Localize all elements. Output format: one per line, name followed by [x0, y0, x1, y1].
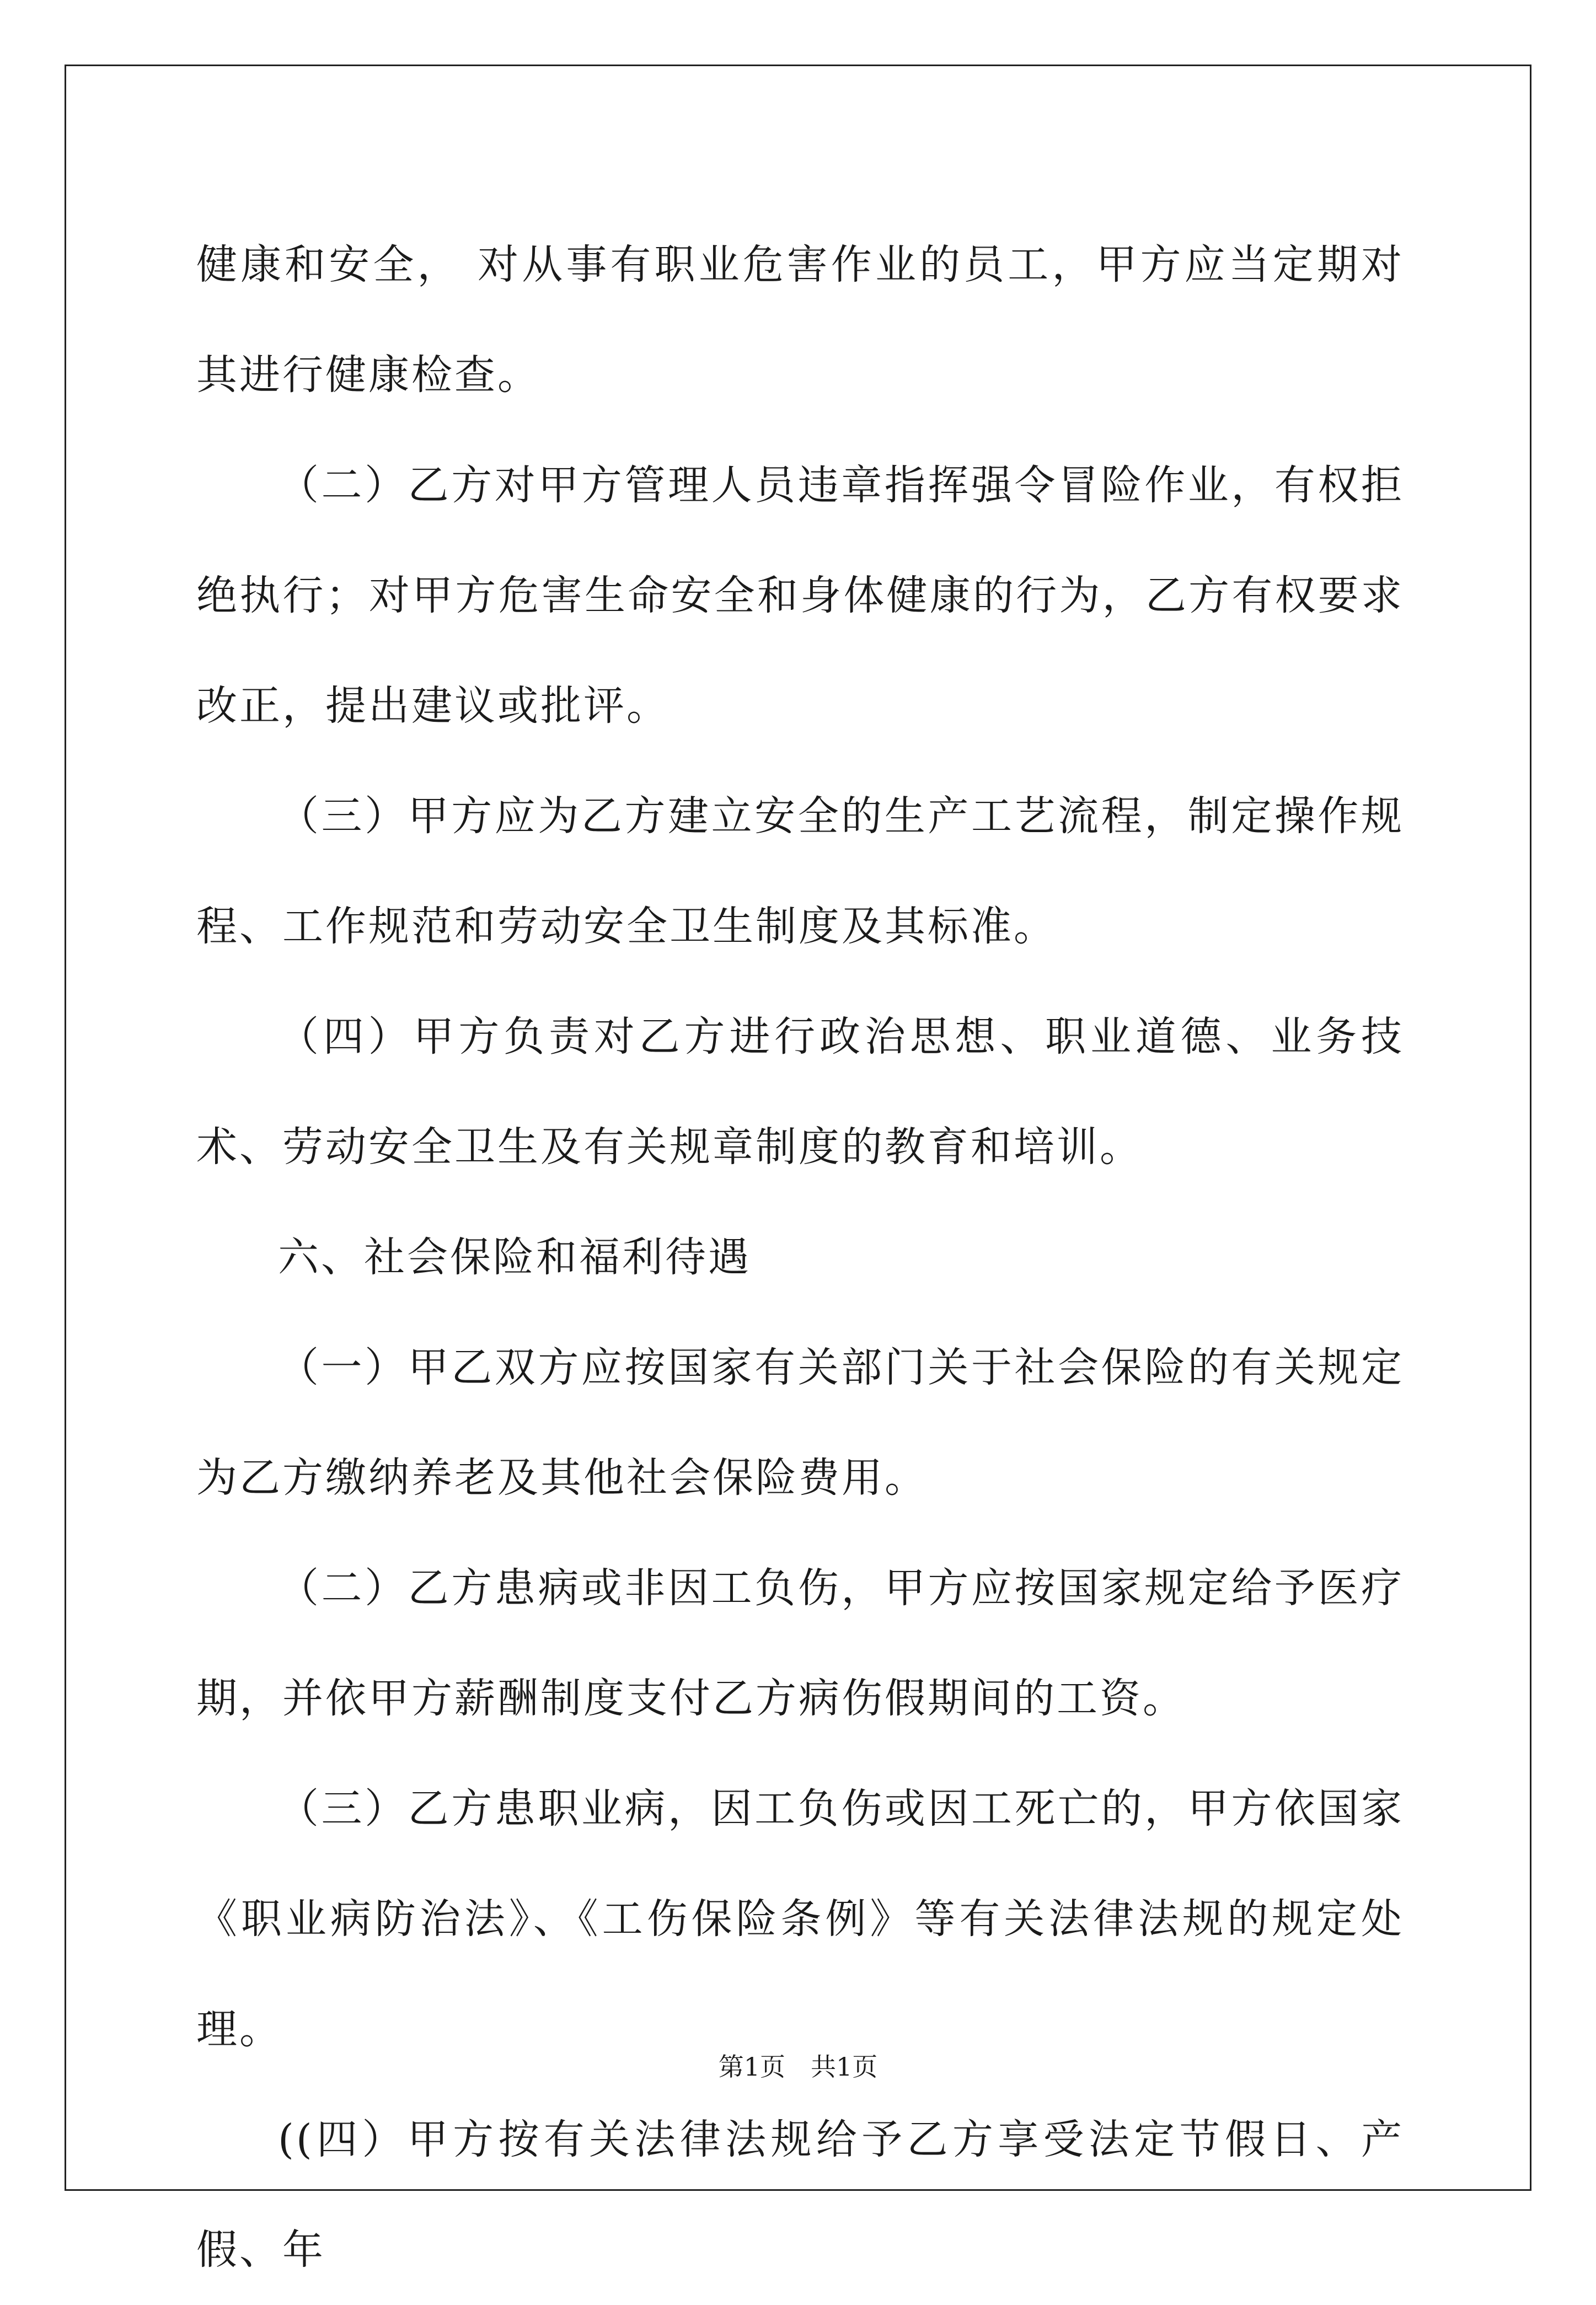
page-total: 共1页: [811, 2052, 878, 2082]
paragraph-8: ((四）甲方按有关法律法规给予乙方享受法定节假日、产假、年: [196, 2116, 1404, 2274]
paragraph-1: 健康和安全， 对从事有职业危害作业的员工，甲方应当定期对其进行健康检查。: [196, 241, 1404, 399]
section-heading: 六、社会保险和福利待遇: [278, 1234, 751, 1281]
paragraph-7: （三）乙方患职业病，因工负伤或因工死亡的，甲方依国家《职业病防治法》、《工伤保险条例》等有关法律法规的规定处理。: [196, 1785, 1404, 2053]
paragraph-5: （一）甲乙双方应按国家有关部门关于社会保险的有关规定为乙方缴纳养老及其他社会保险费用。: [196, 1344, 1404, 1502]
paragraph-3: （三）甲方应为乙方建立安全的生产工艺流程，制定操作规程、工作规范和劳动安全卫生制度及其标准。: [196, 792, 1404, 950]
paragraph-4: （四）甲方负责对乙方进行政治思想、职业道德、业务技术、劳动安全卫生及有关规章制度的教育和培训。: [196, 1013, 1404, 1171]
page-footer: [0, 2050, 1596, 2083]
paragraph-6: （二）乙方患病或非因工负伤，甲方应按国家规定给予医疗期，并依甲方薪酬制度支付乙方病伤假期间的工资。: [196, 1564, 1404, 1722]
paragraph-2: （二）乙方对甲方管理人员违章指挥强令冒险作业，有权拒绝执行；对甲方危害生命安全和身体健康的行为，乙方有权要求改正，提出建议或批评。: [196, 462, 1404, 730]
document-body: [196, 210, 1404, 2305]
page-number: 第1页: [718, 2052, 785, 2082]
